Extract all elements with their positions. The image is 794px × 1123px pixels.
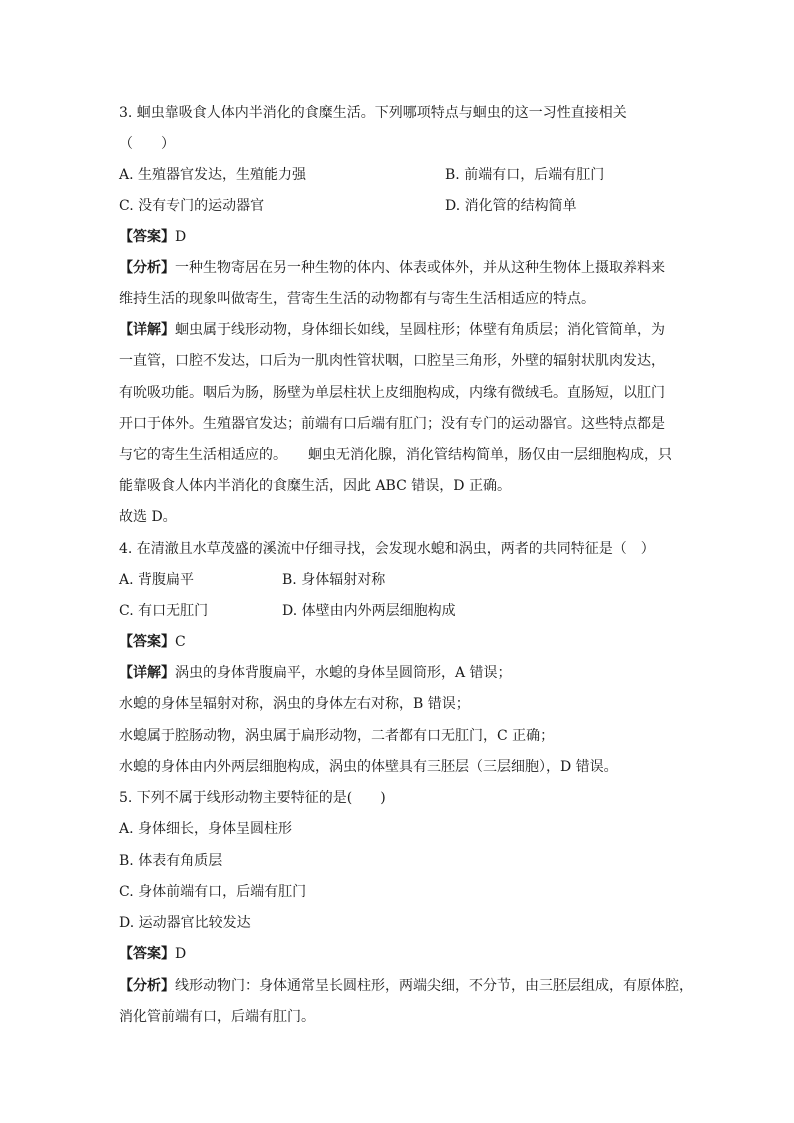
q4-option-c: C. 有口无肛门	[119, 603, 209, 619]
q3-detail-line-3: 有吮吸功能。咽后为肠，肠壁为单层柱状上皮细胞构成，内缘有微绒毛。直肠短，以肛门	[119, 385, 665, 401]
q3-analysis-line-1	[119, 259, 665, 277]
q3-analysis-tag: 【分析】	[119, 260, 175, 276]
q4-detail-line-3: 水螅属于腔肠动物，涡虫属于扁形动物，二者都有口无肛门，C 正确；	[119, 728, 555, 744]
q3-option-d: D. 消化管的结构简单	[445, 198, 577, 214]
q3-analysis-text-1: 一种生物寄居在另一种生物的体内、体表或体外，并从这种生物体上摄取养料来	[175, 260, 665, 276]
q3-option-a: A. 生殖器官发达，生殖能力强	[119, 167, 307, 183]
q3-detail-line-1	[119, 321, 665, 339]
q5-option-b: B. 体表有角质层	[119, 853, 223, 869]
q3-paren: （ ）	[119, 136, 175, 152]
q4-stem: 4. 在清澈且水草茂盛的溪流中仔细寻找，会发现水螅和涡虫，两者的共同特征是（ ）	[119, 541, 655, 557]
q3-detail-text-1: 蛔虫属于线形动物，身体细长如线，呈圆柱形；体壁有角质层；消化管简单，为	[175, 322, 665, 338]
q4-detail-line-2: 水螅的身体呈辐射对称，涡虫的身体左右对称，B 错误；	[119, 696, 470, 712]
q3-detail-line-4: 开口于体外。生殖器官发达；前端有口后端有肛门；没有专门的运动器官。这些特点都是	[119, 416, 665, 432]
q5-analysis-line-1	[119, 977, 693, 995]
q4-option-d: D. 体壁由内外两层细胞构成	[282, 603, 456, 619]
q4-detail-line-4: 水螅的身体由内外两层细胞构成，涡虫的体壁具有三胚层（三层细胞），D 错误。	[119, 759, 618, 775]
q5-answer-value: D	[175, 946, 187, 962]
q3-option-b: B. 前端有口，后端有肛门	[445, 167, 605, 183]
q3-conclusion: 故选 D。	[119, 509, 177, 525]
q5-analysis-text-1: 线形动物门：身体通常呈长圆柱形，两端尖细，不分节，由三胚层组成，有原体腔，	[175, 978, 693, 994]
q3-detail-line-2: 一直管，口腔不发达，口后为一肌肉性管状咽，口腔呈三角形，外壁的辐射状肌肉发达，	[119, 353, 665, 369]
q5-answer-tag: 【答案】	[119, 946, 175, 962]
q4-answer-value: C	[175, 634, 186, 650]
q3-analysis-line-2: 维持生活的现象叫做寄生，营寄生生活的动物都有与寄生生活相适应的特点。	[119, 291, 595, 307]
q5-stem: 5. 下列不属于线形动物主要特征的是( )	[119, 790, 386, 806]
q3-answer	[119, 228, 186, 246]
q4-detail-text-1: 涡虫的身体背腹扁平，水螅的身体呈圆筒形，A 错误；	[175, 665, 512, 681]
q3-answer-value: D	[175, 229, 187, 245]
q5-analysis-tag: 【分析】	[119, 978, 175, 994]
q4-option-b: B. 身体辐射对称	[282, 572, 386, 588]
q3-stem: 3. 蛔虫靠吸食人体内半消化的食糜生活。下列哪项特点与蛔虫的这一习性直接相关	[119, 105, 627, 121]
q4-detail-line-1	[119, 664, 512, 682]
q3-detail-tag: 【详解】	[119, 322, 175, 338]
q3-answer-tag: 【答案】	[119, 229, 175, 245]
q4-detail-tag: 【详解】	[119, 665, 175, 681]
q4-answer	[119, 633, 186, 651]
q5-answer	[119, 945, 186, 963]
q5-option-d: D. 运动器官比较发达	[119, 915, 251, 931]
q4-answer-tag: 【答案】	[119, 634, 175, 650]
q3-detail-line-5: 与它的寄生生活相适应的。 蛔虫无消化腺，消化管结构简单，肠仅由一层细胞构成，只	[119, 447, 672, 463]
q3-detail-line-6: 能靠吸食人体内半消化的食糜生活，因此 ABC 错误，D 正确。	[119, 478, 511, 494]
q5-analysis-line-2: 消化管前端有口，后端有肛门。	[119, 1009, 315, 1025]
q3-option-c: C. 没有专门的运动器官	[119, 198, 265, 214]
q4-option-a: A. 背腹扁平	[119, 572, 195, 588]
q5-option-c: C. 身体前端有口，后端有肛门	[119, 884, 307, 900]
q5-option-a: A. 身体细长，身体呈圆柱形	[119, 821, 293, 837]
